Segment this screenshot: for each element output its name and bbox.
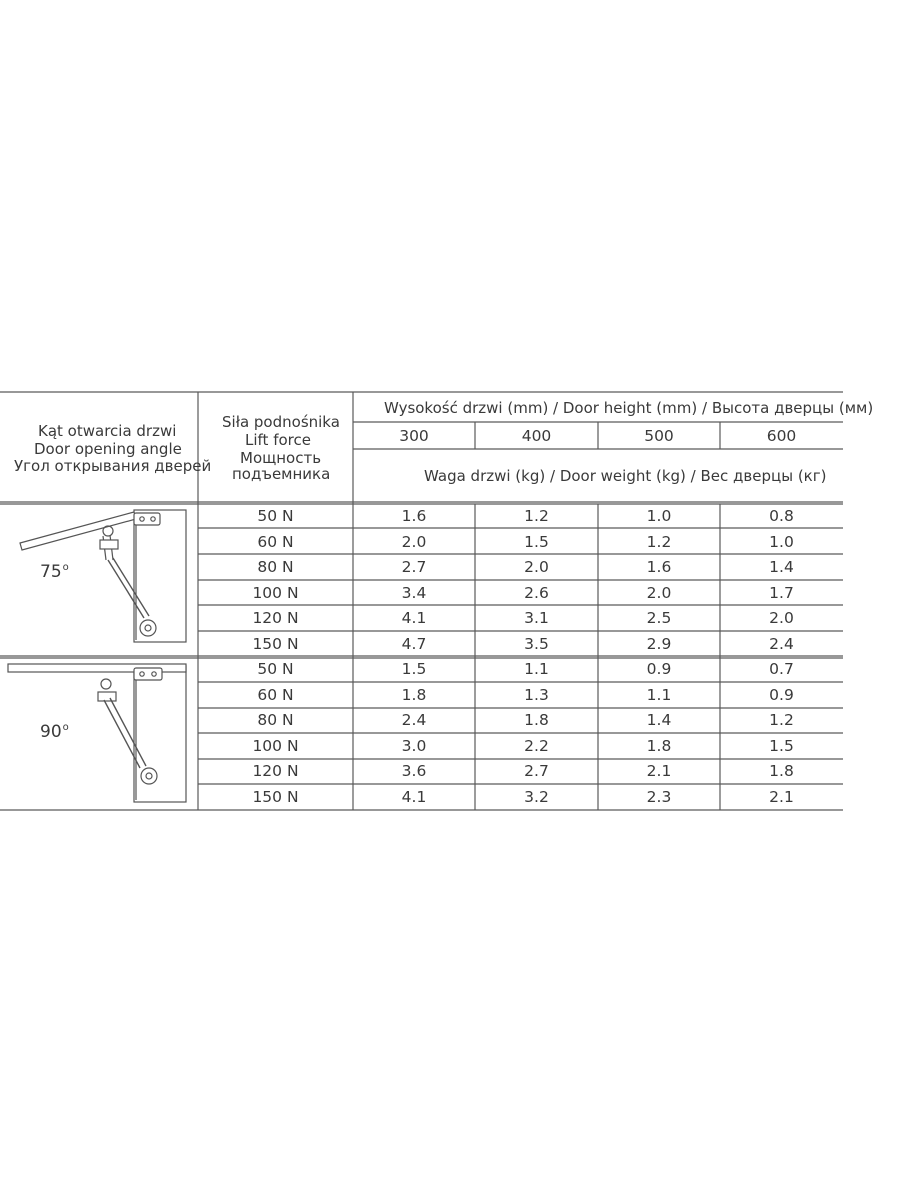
weight-cell: 3.6 (401, 762, 427, 780)
weight-cell: 4.1 (401, 609, 427, 627)
weight-cell: 1.2 (646, 533, 672, 551)
lift-force-cell: 120 N (252, 762, 299, 780)
lift-force-cell: 150 N (252, 635, 299, 653)
weight-cell: 3.2 (524, 788, 549, 806)
lift-force-cell: 80 N (257, 711, 294, 729)
weight-cell: 2.4 (769, 635, 794, 653)
weight-cell: 0.7 (769, 660, 794, 678)
weight-cell: 1.1 (646, 686, 672, 704)
weight-cell: 1.8 (769, 762, 794, 780)
lift-force-cell: 80 N (257, 558, 294, 576)
weight-cell: 2.3 (646, 788, 672, 806)
weight-cell: 1.5 (524, 533, 549, 551)
weight-cell: 1.1 (524, 660, 549, 678)
weight-cell: 1.2 (769, 711, 794, 729)
weight-cell: 2.7 (524, 762, 549, 780)
weight-cell: 2.0 (769, 609, 794, 627)
weight-cell: 4.1 (401, 788, 427, 806)
weight-cell: 1.0 (769, 533, 794, 551)
lift-mechanism-90-icon (8, 664, 186, 802)
weight-cell: 0.9 (646, 660, 672, 678)
weight-cell: 1.8 (646, 737, 672, 755)
angle-90-label: 90$^o$ (40, 722, 69, 742)
weight-cell: 4.7 (401, 635, 427, 653)
header-door-weight: Waga drzwi (kg) / Door weight (kg) / Вес дверцы (кг) (424, 467, 827, 485)
weight-cell: 2.0 (524, 558, 549, 576)
weight-cell: 0.8 (769, 507, 794, 525)
weight-cell: 3.4 (401, 584, 427, 602)
header-force-pl: Siła podnośnika (222, 413, 340, 431)
weight-cell: 2.0 (401, 533, 427, 551)
header-angle-ru: Угол открывания дверей (14, 457, 212, 475)
weight-cell: 1.4 (769, 558, 794, 576)
lift-force-cell: 50 N (257, 660, 294, 678)
weight-cell: 2.6 (524, 584, 549, 602)
weight-cell: 3.0 (401, 737, 427, 755)
lift-force-cell: 60 N (257, 686, 294, 704)
header-force-ru-2: подъемника (232, 465, 331, 483)
lift-force-cell: 120 N (252, 609, 299, 627)
weight-cell: 2.0 (646, 584, 672, 602)
lift-force-cell: 100 N (252, 584, 299, 602)
weight-cell: 1.0 (646, 507, 672, 525)
height-500: 500 (644, 427, 674, 445)
weight-cell: 1.4 (646, 711, 672, 729)
weight-cell: 1.5 (769, 737, 794, 755)
weight-cell: 1.8 (401, 686, 427, 704)
lift-force-cell: 150 N (252, 788, 299, 806)
angle-75-label: 75$^o$ (40, 562, 69, 582)
weight-cell: 3.1 (524, 609, 549, 627)
weight-cell: 2.5 (646, 609, 672, 627)
weight-cell: 0.9 (769, 686, 794, 704)
height-600: 600 (766, 427, 797, 445)
header-angle-pl: Kąt otwarcia drzwi (38, 422, 177, 440)
weight-cell: 2.1 (769, 788, 794, 806)
lift-force-cell: 60 N (257, 533, 294, 551)
weight-cell: 1.2 (524, 507, 549, 525)
weight-cell: 1.8 (524, 711, 549, 729)
weight-cell: 1.5 (401, 660, 427, 678)
height-300: 300 (399, 427, 429, 445)
lift-force-cell: 50 N (257, 507, 294, 525)
weight-cell: 1.3 (524, 686, 549, 704)
header-force-en: Lift force (245, 431, 311, 449)
height-400: 400 (521, 427, 552, 445)
weight-cell: 3.5 (524, 635, 549, 653)
header-angle-en: Door opening angle (34, 440, 182, 458)
weight-cell: 2.9 (646, 635, 672, 653)
weight-cell: 2.2 (524, 737, 549, 755)
weight-cell: 2.4 (401, 711, 427, 729)
weight-cell: 1.7 (769, 584, 794, 602)
header-door-height: Wysokość drzwi (mm) / Door height (mm) / Высота дверцы (мм) (384, 399, 874, 417)
weight-cell: 2.1 (646, 762, 672, 780)
header-force-ru-1: Мощность (240, 449, 322, 467)
weight-cell: 1.6 (401, 507, 427, 525)
weight-cell: 2.7 (401, 558, 427, 576)
weight-cell: 1.6 (646, 558, 672, 576)
lift-force-cell: 100 N (252, 737, 299, 755)
